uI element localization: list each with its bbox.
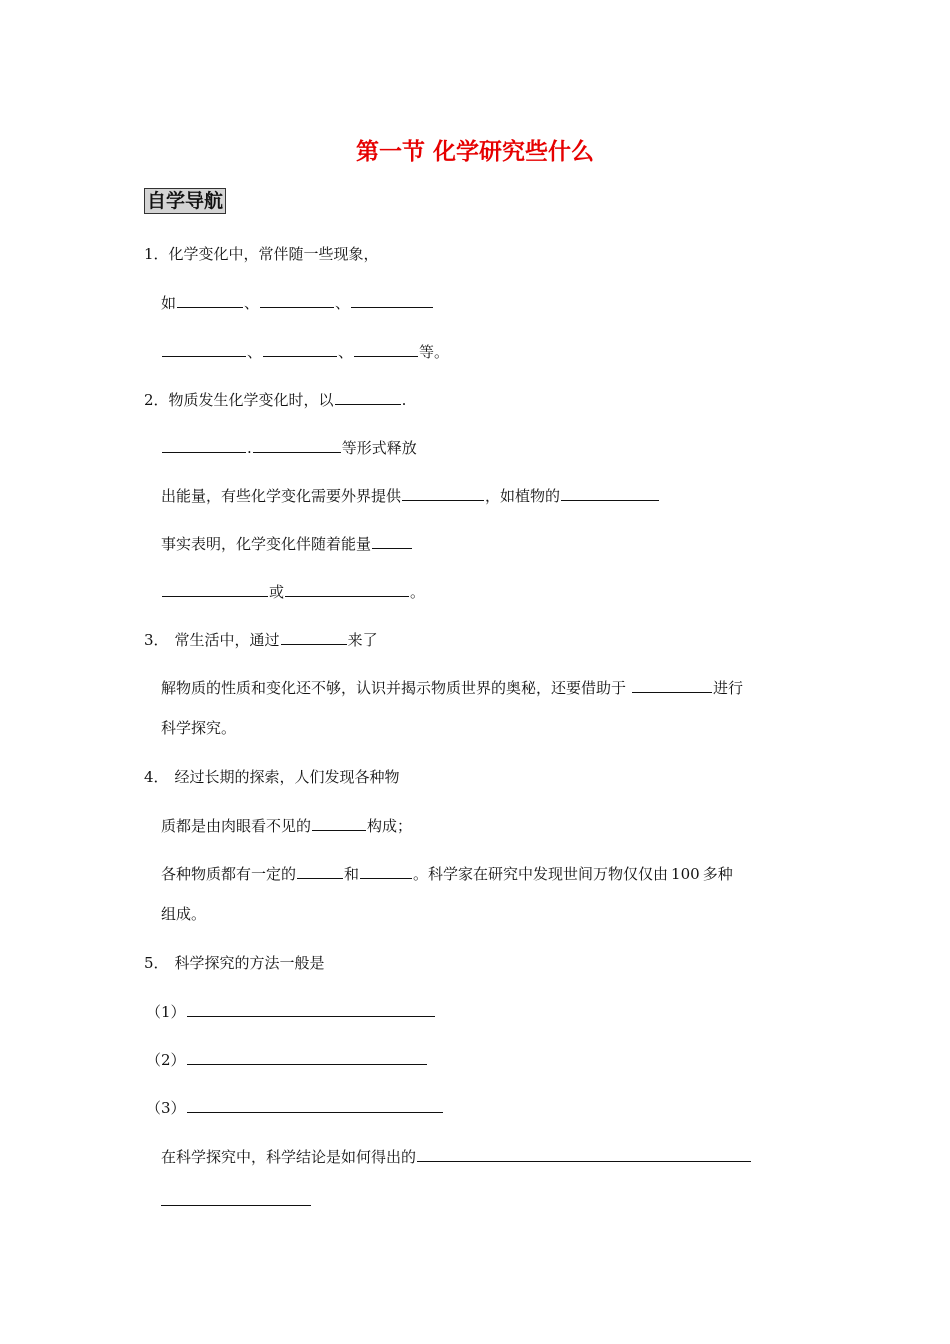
blank[interactable] (187, 1001, 435, 1017)
blank[interactable] (351, 292, 433, 308)
text: 构成； (367, 817, 413, 835)
question-5-line-5 (161, 1146, 752, 1167)
text: 。科学家在研究中发现世间万物仅仅由 (413, 865, 669, 883)
text: 等形式释放 (341, 439, 417, 457)
page-title: 第一节 化学研究些什么 (355, 139, 594, 165)
question-4-line-4 (161, 904, 206, 924)
blank[interactable] (177, 292, 243, 308)
blank[interactable] (312, 815, 366, 831)
section-heading: 自学导航 (144, 188, 226, 214)
blank[interactable] (417, 1146, 751, 1162)
question-2-line-5 (161, 581, 425, 602)
text: 、 (244, 294, 260, 312)
question-3 (144, 629, 378, 650)
question-2-line-4 (161, 533, 413, 554)
blank[interactable] (354, 341, 418, 357)
text: 解物质的性质和变化还不够，认识并揭示物质世界的奥秘，还要借助于 (161, 679, 627, 697)
text: . (401, 391, 407, 409)
text: 。 (410, 583, 426, 601)
blank[interactable] (162, 341, 246, 357)
question-3-line-2 (161, 677, 743, 698)
text: 、 (247, 343, 263, 361)
question-2-line-3 (161, 485, 660, 506)
question-2-line-2 (161, 437, 417, 458)
question-5-line-6 (161, 1190, 312, 1211)
blank[interactable] (360, 863, 412, 879)
blank[interactable] (297, 863, 343, 879)
blank[interactable] (402, 485, 484, 501)
blank[interactable] (372, 533, 412, 549)
text: 质都是由肉眼看不见的 (161, 817, 312, 835)
question-2 (144, 389, 406, 410)
question-number: 4． (144, 768, 169, 786)
blank[interactable] (187, 1097, 443, 1113)
question-1-line-3 (161, 341, 449, 362)
text: 、 (335, 294, 351, 312)
blank[interactable] (632, 677, 712, 693)
question-text: 科学探究的方法一般是 (174, 954, 325, 972)
question-number: 2． (144, 391, 169, 409)
question-4-line-2 (161, 815, 412, 836)
text: 和 (344, 865, 360, 883)
blank[interactable] (162, 581, 268, 597)
text: 如 (161, 294, 177, 312)
blank[interactable] (161, 1190, 311, 1206)
blank[interactable] (561, 485, 659, 501)
blank[interactable] (162, 437, 246, 453)
text: 、 (338, 343, 354, 361)
question-5-item-3 (146, 1097, 444, 1118)
blank[interactable] (285, 581, 409, 597)
blank[interactable] (253, 437, 341, 453)
question-text: 经过长期的探索，人们发现各种物 (174, 768, 400, 786)
blank[interactable] (260, 292, 334, 308)
item-number: （2） (146, 1051, 186, 1069)
text: 进行 (713, 679, 744, 697)
text: 来了 (347, 631, 378, 649)
question-1-line-2 (161, 292, 434, 313)
text: 各种物质都有一定的 (161, 865, 297, 883)
text: ，如植物的 (485, 487, 561, 505)
blank[interactable] (335, 389, 401, 405)
text: 多种 (702, 865, 733, 883)
question-3-line-3 (161, 718, 236, 738)
blank[interactable] (263, 341, 337, 357)
question-text: 物质发生化学变化时，以 (168, 391, 334, 409)
text: 或 (269, 583, 285, 601)
question-4 (144, 767, 400, 787)
text: 在科学探究中，科学结论是如何得出的 (161, 1148, 417, 1166)
question-number: 5． (144, 954, 169, 972)
text: 等。 (419, 343, 450, 361)
text: 出能量，有些化学变化需要外界提供 (161, 487, 402, 505)
item-number: （1） (146, 1003, 186, 1021)
text: . (247, 439, 252, 457)
question-5-item-2 (146, 1049, 428, 1070)
text: 科学探究。 (161, 719, 237, 737)
question-text: 常生活中，通过 (174, 631, 280, 649)
question-number: 3． (144, 631, 169, 649)
question-text: 化学变化中，常伴随一些现象， (168, 245, 379, 263)
blank[interactable] (187, 1049, 427, 1065)
text: 100 (671, 865, 700, 883)
question-4-line-3 (161, 863, 733, 884)
blank[interactable] (281, 629, 347, 645)
text: 组成。 (161, 905, 207, 923)
question-1 (144, 244, 379, 264)
question-number: 1． (144, 245, 169, 263)
question-5-item-1 (146, 1001, 436, 1022)
item-number: （3） (146, 1099, 186, 1117)
text: 事实表明，化学变化伴随着能量 (161, 535, 372, 553)
question-5 (144, 953, 325, 973)
